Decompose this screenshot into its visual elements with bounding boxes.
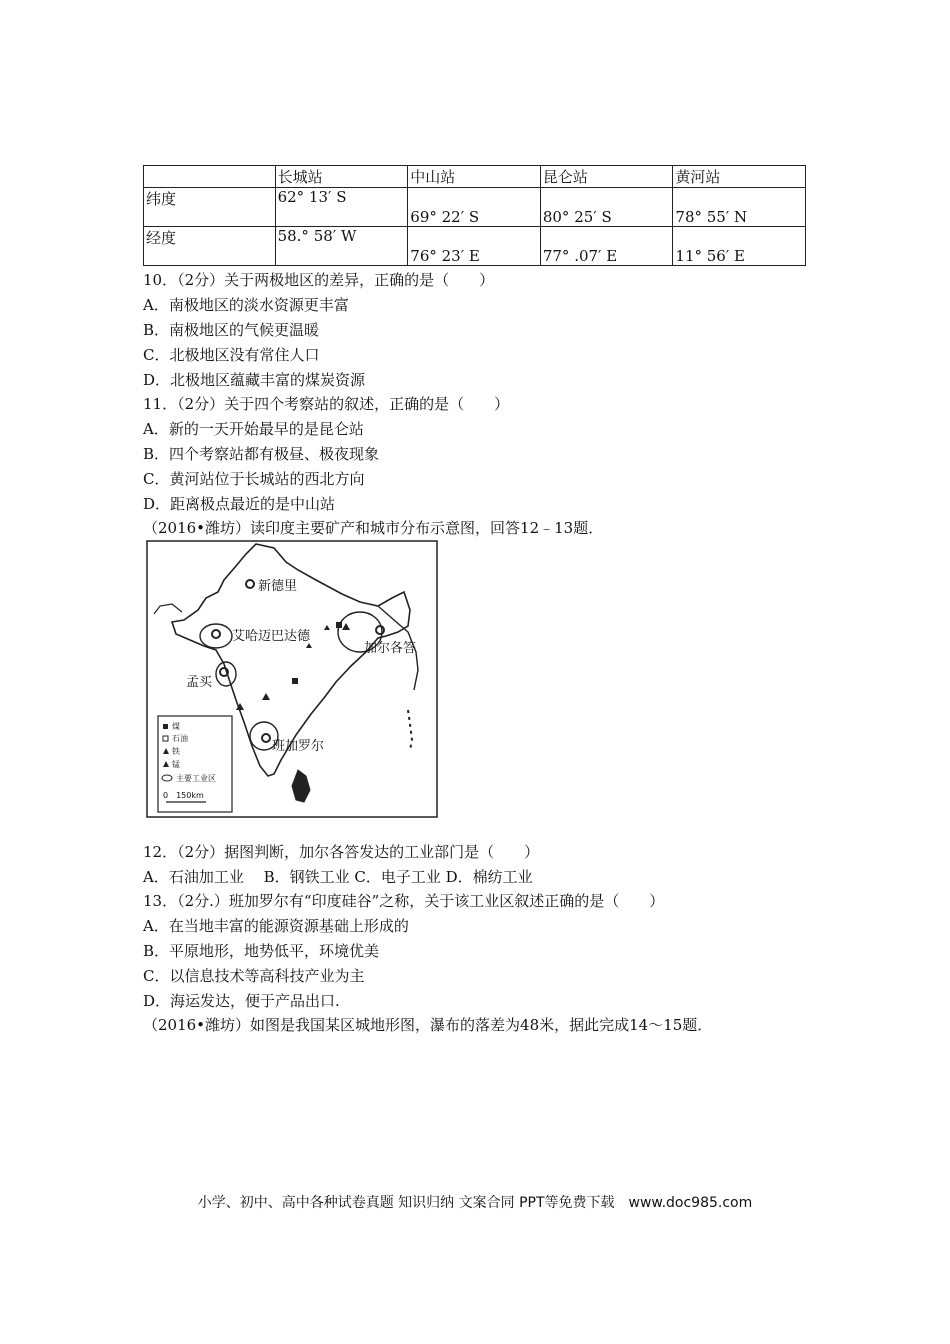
table-header-cell: 黄河站 xyxy=(673,166,806,188)
cell-text: 78° 55′ N xyxy=(675,208,748,226)
q12-stem: 12．（2分）据图判断，加尔各答发达的工业部门是（ ） xyxy=(143,843,540,861)
table-header-cell: 中山站 xyxy=(408,166,541,188)
legend-manganese: 锰 xyxy=(172,760,180,769)
coal-symbol xyxy=(336,622,342,628)
legend-coal-symbol xyxy=(163,724,168,729)
table-row-longitude xyxy=(144,227,806,266)
q13-stem: 13．（2分.）班加罗尔有“印度硅谷”之称，关于该工业区叙述正确的是（ ） xyxy=(143,892,665,910)
q13-option-d: D．海运发达，便于产品出口. xyxy=(143,992,340,1010)
legend-coal: 煤 xyxy=(172,722,180,731)
cell-text: 77° .07′ E xyxy=(542,247,618,265)
table-cell xyxy=(540,227,673,266)
page-footer: 小学、初中、高中各种试卷真题 知识归纳 文案合同 PPT等免费下载 www.doc985.com xyxy=(197,1195,753,1211)
table-cell xyxy=(673,188,806,227)
q10-option-d: D．北极地区蕴藏丰富的煤炭资源 xyxy=(143,371,366,389)
table-header-cell: 长城站 xyxy=(275,166,408,188)
table-header-cell xyxy=(144,166,276,188)
q11-option-b: B．四个考察站都有极昼、极夜现象 xyxy=(143,445,380,463)
station-table xyxy=(143,165,806,266)
city-label-mumbai: 孟买 xyxy=(186,675,213,690)
cell-text: 69° 22′ S xyxy=(410,208,480,226)
q13-option-a: A．在当地丰富的能源资源基础上形成的 xyxy=(143,917,409,935)
q13-option-b: B．平原地形，地势低平，环境优美 xyxy=(143,942,380,960)
q10-stem: 10．（2分）关于两极地区的差异，正确的是（ ） xyxy=(143,271,495,289)
city-label-bangalore: 班加罗尔 xyxy=(272,739,325,754)
legend-iron: 铁 xyxy=(172,747,180,756)
q10-option-c: C．北极地区没有常住人口 xyxy=(143,346,320,364)
table-header-row xyxy=(144,166,806,188)
q11-option-a: A．新的一天开始最早的是昆仑站 xyxy=(143,420,364,438)
row-label: 经度 xyxy=(144,227,276,266)
scale-label: 0 150km xyxy=(163,791,204,800)
table-cell xyxy=(408,188,541,227)
table-cell: 58.° 58′ W xyxy=(275,227,408,266)
q11-stem: 11．（2分）关于四个考察站的叙述，正确的是（ ） xyxy=(143,395,510,413)
q10-option-b: B．南极地区的气候更温暖 xyxy=(143,321,320,339)
q10-option-a: A．南极地区的淡水资源更丰富 xyxy=(143,296,349,314)
city-label-new-delhi: 新德里 xyxy=(258,579,298,594)
q13-option-c: C．以信息技术等高科技产业为主 xyxy=(143,967,365,985)
coal-symbol xyxy=(292,678,298,684)
row-label: 纬度 xyxy=(144,188,276,227)
table-row-latitude xyxy=(144,188,806,227)
legend-industrial: 主要工业区 xyxy=(176,774,216,783)
city-label-kolkata: 加尔各答 xyxy=(364,641,417,656)
table-cell xyxy=(673,227,806,266)
table-cell xyxy=(408,227,541,266)
intro-12-13: （2016•潍坊）读印度主要矿产和城市分布示意图，回答12﹣13题． xyxy=(143,519,604,537)
india-map xyxy=(146,540,438,818)
q12-options: A．石油加工业 B．钢铁工业 C．电子工业 D．棉纺工业 xyxy=(143,868,533,886)
q11-option-d: D．距离极点最近的是中山站 xyxy=(143,495,336,513)
q11-option-c: C．黄河站位于长城站的西北方向 xyxy=(143,470,365,488)
cell-text: 11° 56′ E xyxy=(675,247,745,265)
table-cell: 62° 13′ S xyxy=(275,188,408,227)
legend-oil: 石油 xyxy=(172,734,188,743)
city-label-ahmedabad: 艾哈迈巴达德 xyxy=(232,629,311,644)
intro-14-15: （2016•潍坊）如图是我国某区城地形图，瀑布的落差为48米，据此完成14～15题． xyxy=(143,1016,713,1034)
cell-text: 76° 23′ E xyxy=(410,247,480,265)
cell-text: 80° 25′ S xyxy=(542,208,612,226)
table-header-cell: 昆仑站 xyxy=(540,166,673,188)
table-cell xyxy=(540,188,673,227)
